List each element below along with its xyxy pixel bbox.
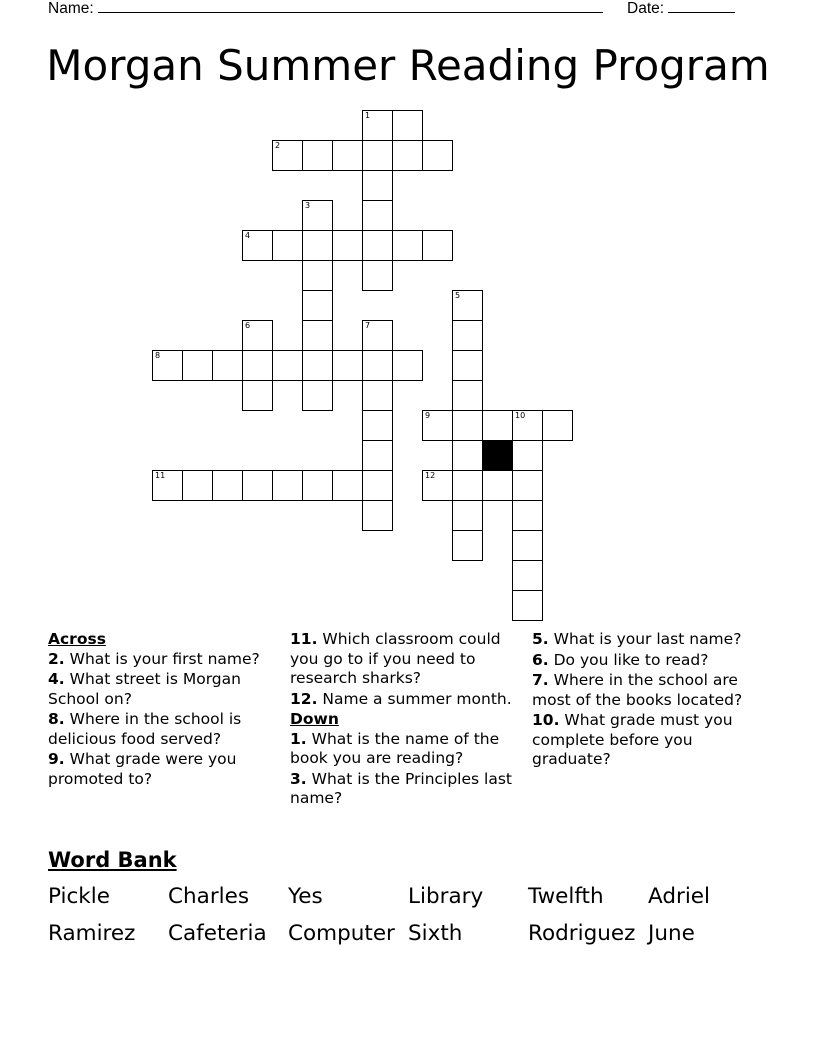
crossword-cell[interactable] bbox=[242, 230, 273, 261]
clue-number: 2 bbox=[275, 141, 281, 150]
word-bank-title: Word Bank bbox=[48, 848, 177, 872]
word-bank-word: Library bbox=[408, 884, 484, 909]
word-bank-word: Yes bbox=[288, 884, 323, 909]
crossword-cell[interactable] bbox=[362, 470, 393, 501]
crossword-cell[interactable] bbox=[362, 500, 393, 531]
crossword-cell[interactable] bbox=[302, 230, 333, 261]
crossword-cell[interactable] bbox=[302, 380, 333, 411]
clue-number: 1 bbox=[365, 111, 371, 120]
crossword-cell[interactable] bbox=[332, 470, 363, 501]
crossword-cell[interactable] bbox=[422, 410, 453, 441]
crossword-cell[interactable] bbox=[422, 470, 453, 501]
crossword-cell[interactable] bbox=[452, 530, 483, 561]
clue-number-label: 6. bbox=[532, 650, 549, 669]
crossword-cell[interactable] bbox=[362, 230, 393, 261]
crossword-cell[interactable] bbox=[242, 470, 273, 501]
crossword-cell[interactable] bbox=[482, 410, 513, 441]
clue bbox=[532, 651, 764, 671]
crossword-cell[interactable] bbox=[362, 380, 393, 411]
crossword-cell[interactable] bbox=[362, 260, 393, 291]
crossword-cell[interactable] bbox=[452, 440, 483, 471]
clue bbox=[48, 750, 280, 789]
crossword-cell[interactable] bbox=[152, 470, 183, 501]
crossword-cell[interactable] bbox=[362, 410, 393, 441]
clue bbox=[48, 710, 280, 749]
clue-number-label: 4. bbox=[48, 670, 65, 688]
date-label: Date: bbox=[627, 0, 665, 17]
clue-number-label: 1. bbox=[290, 729, 307, 748]
crossword-black-cell bbox=[482, 440, 513, 471]
crossword-cell[interactable] bbox=[452, 470, 483, 501]
crossword-cell[interactable] bbox=[512, 470, 543, 501]
crossword-cell[interactable] bbox=[302, 320, 333, 351]
clue bbox=[48, 670, 280, 709]
crossword-cell[interactable] bbox=[212, 470, 243, 501]
word-bank-word: Pickle bbox=[48, 884, 110, 909]
clue-number: 8 bbox=[155, 351, 161, 360]
clue-number-label: 12. bbox=[290, 689, 318, 708]
clue-number: 9 bbox=[425, 411, 431, 420]
clue-text: Where in the school are most of the books located? bbox=[532, 671, 743, 709]
clue-number: 4 bbox=[245, 231, 251, 240]
clue-text: What is your first name? bbox=[64, 649, 260, 668]
clue-number: 6 bbox=[245, 321, 251, 330]
clue-number-label: 3. bbox=[290, 769, 307, 788]
crossword-cell[interactable] bbox=[272, 140, 303, 171]
crossword-cell[interactable] bbox=[392, 230, 423, 261]
crossword-cell[interactable] bbox=[452, 380, 483, 411]
clue bbox=[532, 671, 764, 710]
crossword-cell[interactable] bbox=[452, 350, 483, 381]
clue-number-label: 7. bbox=[532, 671, 549, 689]
clue-text: What is your last name? bbox=[548, 630, 742, 648]
crossword-cell[interactable] bbox=[362, 320, 393, 351]
crossword-cell[interactable] bbox=[392, 110, 423, 141]
crossword-cell[interactable] bbox=[302, 350, 333, 381]
crossword-cell[interactable] bbox=[512, 560, 543, 591]
clue-number: 3 bbox=[305, 201, 311, 210]
word-bank-word: Sixth bbox=[408, 921, 463, 946]
clue-text: Do you like to read? bbox=[548, 650, 709, 669]
name-label: Name: bbox=[48, 0, 94, 17]
clue-number-label: 11. bbox=[290, 630, 318, 648]
clue-text: Name a summer month. bbox=[317, 689, 512, 708]
crossword-cell[interactable] bbox=[362, 140, 393, 171]
crossword-cell[interactable] bbox=[302, 470, 333, 501]
clue-number: 5 bbox=[455, 291, 461, 300]
crossword-cell[interactable] bbox=[272, 350, 303, 381]
clue-text: Where in the school is delicious food served? bbox=[48, 710, 242, 748]
crossword-cell[interactable] bbox=[362, 200, 393, 231]
word-bank-word: June bbox=[648, 921, 695, 946]
crossword-cell[interactable] bbox=[422, 140, 453, 171]
clue-text: What is the name of the book you are reading? bbox=[290, 729, 500, 767]
clues-column-2 bbox=[290, 630, 522, 810]
crossword-cell[interactable] bbox=[392, 350, 423, 381]
clue-text: What is the Principles last name? bbox=[290, 769, 512, 807]
crossword-cell[interactable] bbox=[362, 170, 393, 201]
clue-number: 7 bbox=[365, 321, 371, 330]
crossword-cell[interactable] bbox=[452, 500, 483, 531]
crossword-cell[interactable] bbox=[452, 410, 483, 441]
clue-heading: Down bbox=[290, 710, 339, 728]
clue-number: 12 bbox=[425, 471, 436, 480]
crossword-cell[interactable] bbox=[512, 500, 543, 531]
clue-heading: Across bbox=[48, 630, 106, 648]
clue bbox=[290, 770, 522, 809]
clue-number-label: 8. bbox=[48, 710, 65, 728]
crossword-cell[interactable] bbox=[302, 290, 333, 321]
crossword-cell[interactable] bbox=[332, 350, 363, 381]
crossword-cell[interactable] bbox=[512, 530, 543, 561]
crossword-cell[interactable] bbox=[152, 350, 183, 381]
clue-number-label: 9. bbox=[48, 750, 65, 768]
clue bbox=[48, 650, 280, 670]
crossword-cell[interactable] bbox=[332, 140, 363, 171]
clue-number-label: 2. bbox=[48, 649, 65, 668]
clue-number-label: 10. bbox=[532, 711, 560, 729]
word-bank-word: Ramirez bbox=[48, 921, 136, 946]
crossword-cell[interactable] bbox=[482, 470, 513, 501]
clue bbox=[532, 711, 764, 770]
crossword-cell[interactable] bbox=[392, 140, 423, 171]
clue-text: What street is Morgan School on? bbox=[48, 670, 241, 708]
word-bank-word: Adriel bbox=[648, 884, 710, 909]
crossword-cell[interactable] bbox=[182, 470, 213, 501]
crossword-cell[interactable] bbox=[362, 440, 393, 471]
crossword-cell[interactable] bbox=[452, 290, 483, 321]
clue-text: What grade must you complete before you graduate? bbox=[532, 711, 733, 768]
crossword-cell[interactable] bbox=[302, 260, 333, 291]
clue bbox=[290, 690, 522, 710]
crossword-cell[interactable] bbox=[242, 380, 273, 411]
word-bank-word: Computer bbox=[288, 921, 395, 946]
crossword-cell[interactable] bbox=[272, 470, 303, 501]
clue-number: 10 bbox=[515, 411, 526, 420]
clue bbox=[290, 730, 522, 769]
crossword-cell[interactable] bbox=[242, 320, 273, 351]
crossword-cell[interactable] bbox=[332, 230, 363, 261]
crossword-cell[interactable] bbox=[362, 110, 393, 141]
crossword-cell[interactable] bbox=[302, 140, 333, 171]
clue-number-label: 5. bbox=[532, 630, 549, 648]
crossword-cell[interactable] bbox=[542, 410, 573, 441]
clue-text: What grade were you promoted to? bbox=[48, 750, 237, 788]
clues-column-1 bbox=[48, 630, 280, 790]
word-bank-word: Charles bbox=[168, 884, 250, 909]
clues-column-3 bbox=[532, 630, 764, 771]
clue-text: Which classroom could you go to if you need to research sharks? bbox=[290, 630, 501, 687]
crossword-cell[interactable] bbox=[422, 230, 453, 261]
clue bbox=[532, 630, 764, 650]
clue-number: 11 bbox=[155, 471, 166, 480]
page-title: Morgan Summer Reading Program bbox=[46, 41, 770, 90]
crossword-cell[interactable] bbox=[512, 440, 543, 471]
crossword-cell[interactable] bbox=[512, 410, 543, 441]
crossword-cell[interactable] bbox=[182, 350, 213, 381]
word-bank-word: Cafeteria bbox=[168, 921, 267, 946]
crossword-cell[interactable] bbox=[212, 350, 243, 381]
crossword-cell[interactable] bbox=[362, 350, 393, 381]
word-bank-word: Rodriguez bbox=[528, 921, 636, 946]
clue bbox=[290, 630, 522, 689]
crossword-cell[interactable] bbox=[452, 320, 483, 351]
crossword-cell[interactable] bbox=[242, 350, 273, 381]
crossword-cell[interactable] bbox=[512, 590, 543, 621]
crossword-cell[interactable] bbox=[272, 230, 303, 261]
crossword-cell[interactable] bbox=[302, 200, 333, 231]
word-bank-word: Twelfth bbox=[528, 884, 604, 909]
